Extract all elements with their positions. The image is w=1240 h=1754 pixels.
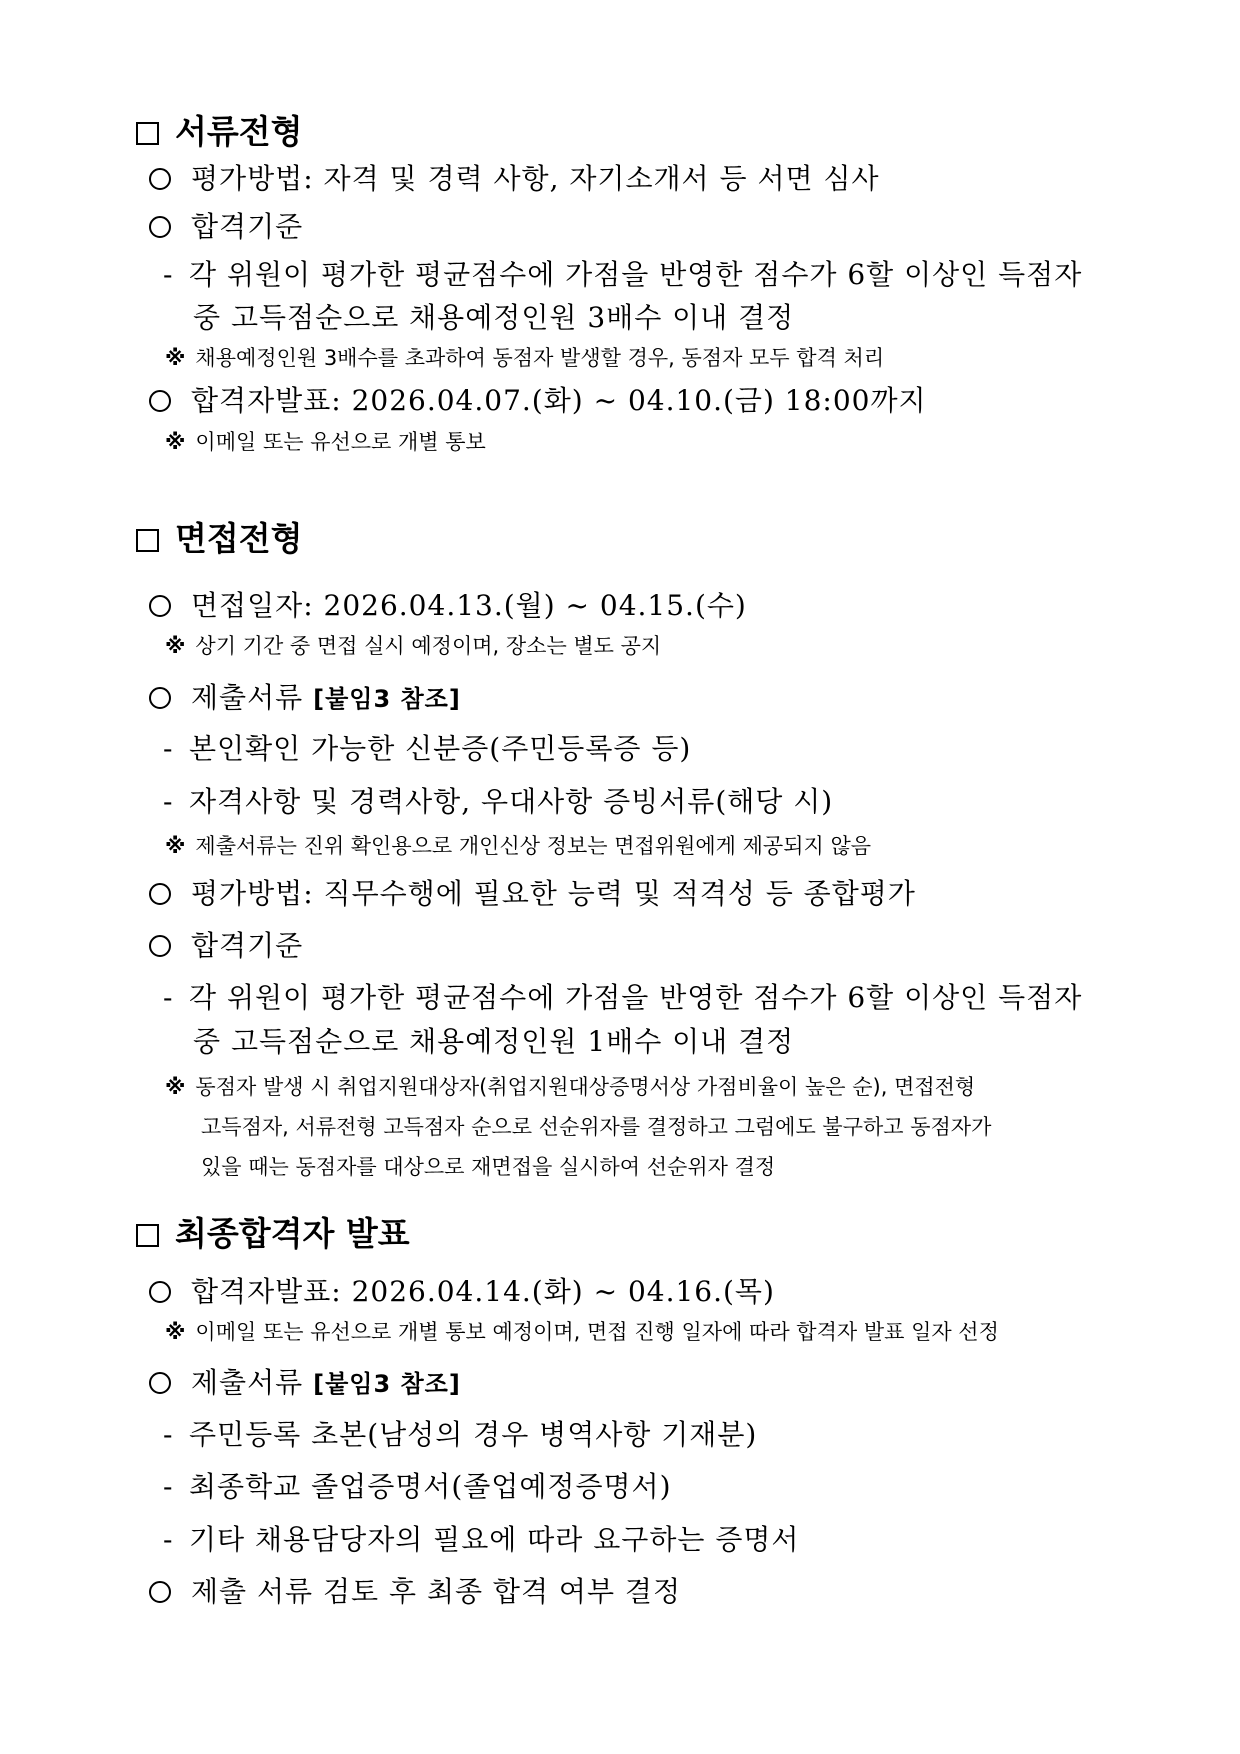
bullet-interview-docs: 제출서류 [붙임3 참조] <box>149 676 461 716</box>
bullet-final-docs: 제출서류 [붙임3 참조] <box>149 1361 461 1401</box>
circle-bullet-icon <box>149 883 171 905</box>
bullet-doc-method: 평가방법: 자격 및 경력 사항, 자기소개서 등 서면 심사 <box>149 157 880 197</box>
dash-interview-doc-2: - 자격사항 및 경력사항, 우대사항 증빙서류(해당 시) <box>163 785 834 818</box>
circle-bullet-icon <box>149 687 171 709</box>
checkbox-square-icon <box>136 122 159 145</box>
circle-bullet-icon <box>149 595 171 617</box>
circle-bullet-icon <box>149 1581 171 1603</box>
circle-bullet-icon <box>149 168 171 190</box>
circle-bullet-icon <box>149 1372 171 1394</box>
dash-doc-criteria-1: - 각 위원이 평가한 평균점수에 가점을 반영한 점수가 6할 이상인 득점자 <box>163 258 1083 291</box>
note-interview-docs: ※ 제출서류는 진위 확인용으로 개인신상 정보는 면접위원에게 제공되지 않음 <box>165 834 872 858</box>
note-interview-date: ※ 상기 기간 중 면접 실시 예정이며, 장소는 별도 공지 <box>165 634 662 658</box>
circle-bullet-icon <box>149 1281 171 1303</box>
note-interview-tie-3: 있을 때는 동점자를 대상으로 재면접을 실시하여 선순위자 결정 <box>201 1155 776 1179</box>
bullet-final-decision: 제출 서류 검토 후 최종 합격 여부 결정 <box>149 1570 681 1610</box>
section-heading-interview: 면접전형 <box>136 513 303 560</box>
circle-bullet-icon <box>149 935 171 957</box>
dash-interview-criteria-2: 중 고득점순으로 채용예정인원 1배수 이내 결정 <box>193 1025 795 1058</box>
checkbox-square-icon <box>136 529 159 552</box>
dash-final-doc-1: - 주민등록 초본(남성의 경우 병역사항 기재분) <box>163 1418 758 1451</box>
note-interview-tie-2: 고득점자, 서류전형 고득점자 순으로 선순위자를 결정하고 그럼에도 불구하고 동점자가 <box>201 1115 992 1139</box>
circle-bullet-icon <box>149 390 171 412</box>
dash-interview-criteria-1: - 각 위원이 평가한 평균점수에 가점을 반영한 점수가 6할 이상인 득점자 <box>163 981 1083 1014</box>
dash-doc-criteria-2: 중 고득점순으로 채용예정인원 3배수 이내 결정 <box>193 301 795 334</box>
bullet-doc-announce: 합격자발표: 2026.04.07.(화) ~ 04.10.(금) 18:00까지 <box>149 379 927 419</box>
circle-bullet-icon <box>149 216 171 238</box>
dash-interview-doc-1: - 본인확인 가능한 신분증(주민등록증 등) <box>163 732 692 765</box>
checkbox-square-icon <box>136 1224 159 1247</box>
note-final-announce: ※ 이메일 또는 유선으로 개별 통보 예정이며, 면접 진행 일자에 따라 합격자 발표 일자 선정 <box>165 1320 999 1344</box>
section-heading-doc-screening: 서류전형 <box>136 106 303 153</box>
dash-final-doc-2: - 최종학교 졸업증명서(졸업예정증명서) <box>163 1470 672 1503</box>
note-doc-announce: ※ 이메일 또는 유선으로 개별 통보 <box>165 430 486 454</box>
note-interview-tie-1: ※ 동점자 발생 시 취업지원대상자(취업지원대상증명서상 가점비율이 높은 순), 면접전형 <box>165 1075 976 1099</box>
bullet-interview-method: 평가방법: 직무수행에 필요한 능력 및 적격성 등 종합평가 <box>149 872 916 912</box>
dash-final-doc-3: - 기타 채용담당자의 필요에 따라 요구하는 증명서 <box>163 1523 800 1556</box>
section-heading-final: 최종합격자 발표 <box>136 1208 410 1255</box>
note-doc-criteria: ※ 채용예정인원 3배수를 초과하여 동점자 발생할 경우, 동점자 모두 합격 처리 <box>165 346 885 370</box>
bullet-interview-criteria: 합격기준 <box>149 924 303 964</box>
bullet-final-announce: 합격자발표: 2026.04.14.(화) ~ 04.16.(목) <box>149 1270 775 1310</box>
bullet-doc-criteria: 합격기준 <box>149 205 303 245</box>
bullet-interview-date: 면접일자: 2026.04.13.(월) ~ 04.15.(수) <box>149 584 747 624</box>
